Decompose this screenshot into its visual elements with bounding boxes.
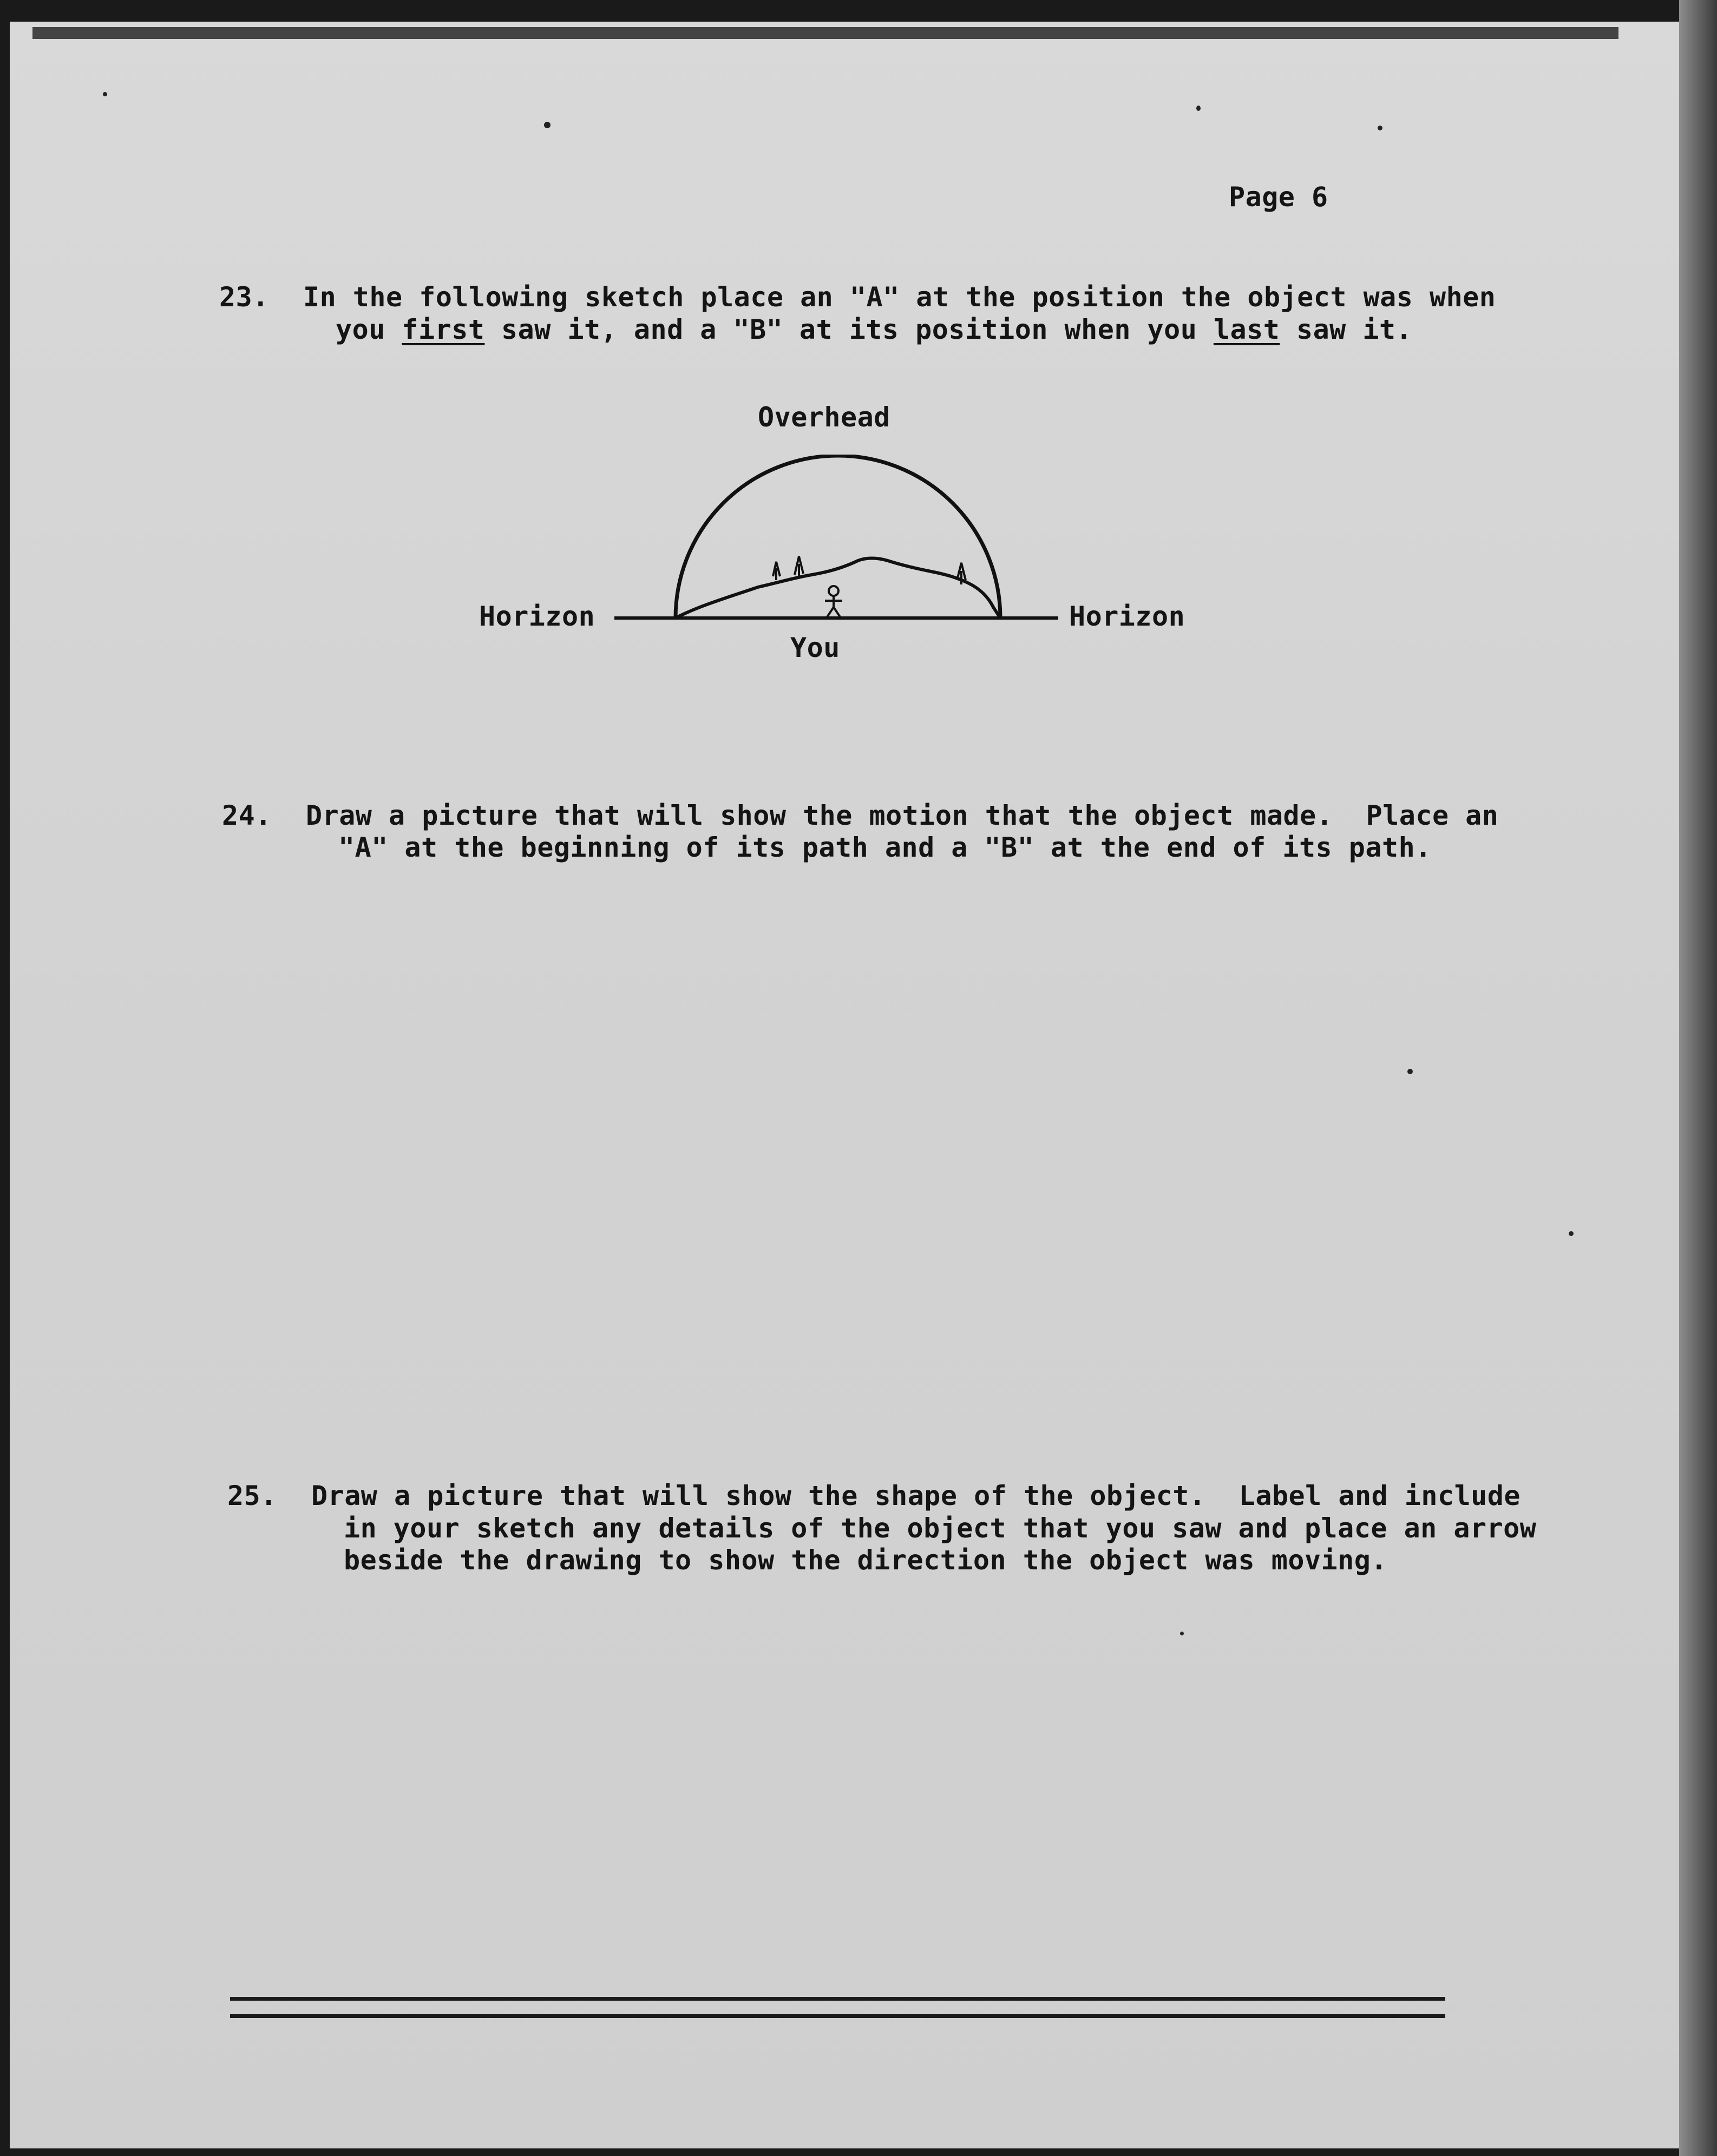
text-segment: you [336, 314, 402, 345]
scan-top-edge [32, 27, 1618, 39]
scan-speck [103, 92, 107, 96]
question-text-line: "A" at the beginning of its path and a "B" at the end of its path. [338, 832, 1432, 863]
scan-speck [1378, 126, 1382, 130]
question-text-line: Draw a picture that will show the motion that the object made. Place an [306, 800, 1499, 831]
scan-speck [1180, 1632, 1184, 1635]
text-segment: saw it, and a "B" at its position when you [484, 314, 1214, 345]
overhead-label: Overhead [758, 402, 890, 433]
page-label: Page 6 [1229, 181, 1328, 213]
emphasis-last: last [1213, 314, 1280, 345]
tree-icon [795, 556, 803, 577]
scan-speck [1407, 1069, 1413, 1074]
scan-speck [1569, 1231, 1574, 1236]
question-number: 23. [219, 281, 269, 313]
question-text-line: In the following sketch place an "A" at the position the object was when [303, 281, 1496, 313]
bottom-rule [230, 2014, 1445, 2018]
scan-speck [1196, 106, 1201, 111]
horizon-left-label: Horizon [479, 601, 595, 632]
question-text-line [336, 314, 1412, 345]
question-number: 25. [227, 1480, 277, 1511]
sky-dome-drawing [606, 455, 1072, 628]
question-text-line: in your sketch any details of the object that you saw and place an arrow [344, 1513, 1537, 1544]
tree-icon [773, 562, 780, 580]
question-text-line: beside the drawing to show the direction the object was moving. [344, 1544, 1387, 1576]
question-number: 24. [222, 800, 272, 831]
emphasis-first: first [402, 314, 485, 345]
person-icon [825, 586, 842, 617]
horizon-right-label: Horizon [1069, 601, 1185, 632]
bottom-rule [230, 1997, 1445, 2001]
text-segment: saw it. [1280, 314, 1413, 345]
you-label: You [790, 632, 840, 663]
scan-speck [544, 122, 551, 128]
question-text-line: Draw a picture that will show the shape of the object. Label and include [311, 1480, 1521, 1511]
scan-edge-shadow [1679, 0, 1717, 2156]
